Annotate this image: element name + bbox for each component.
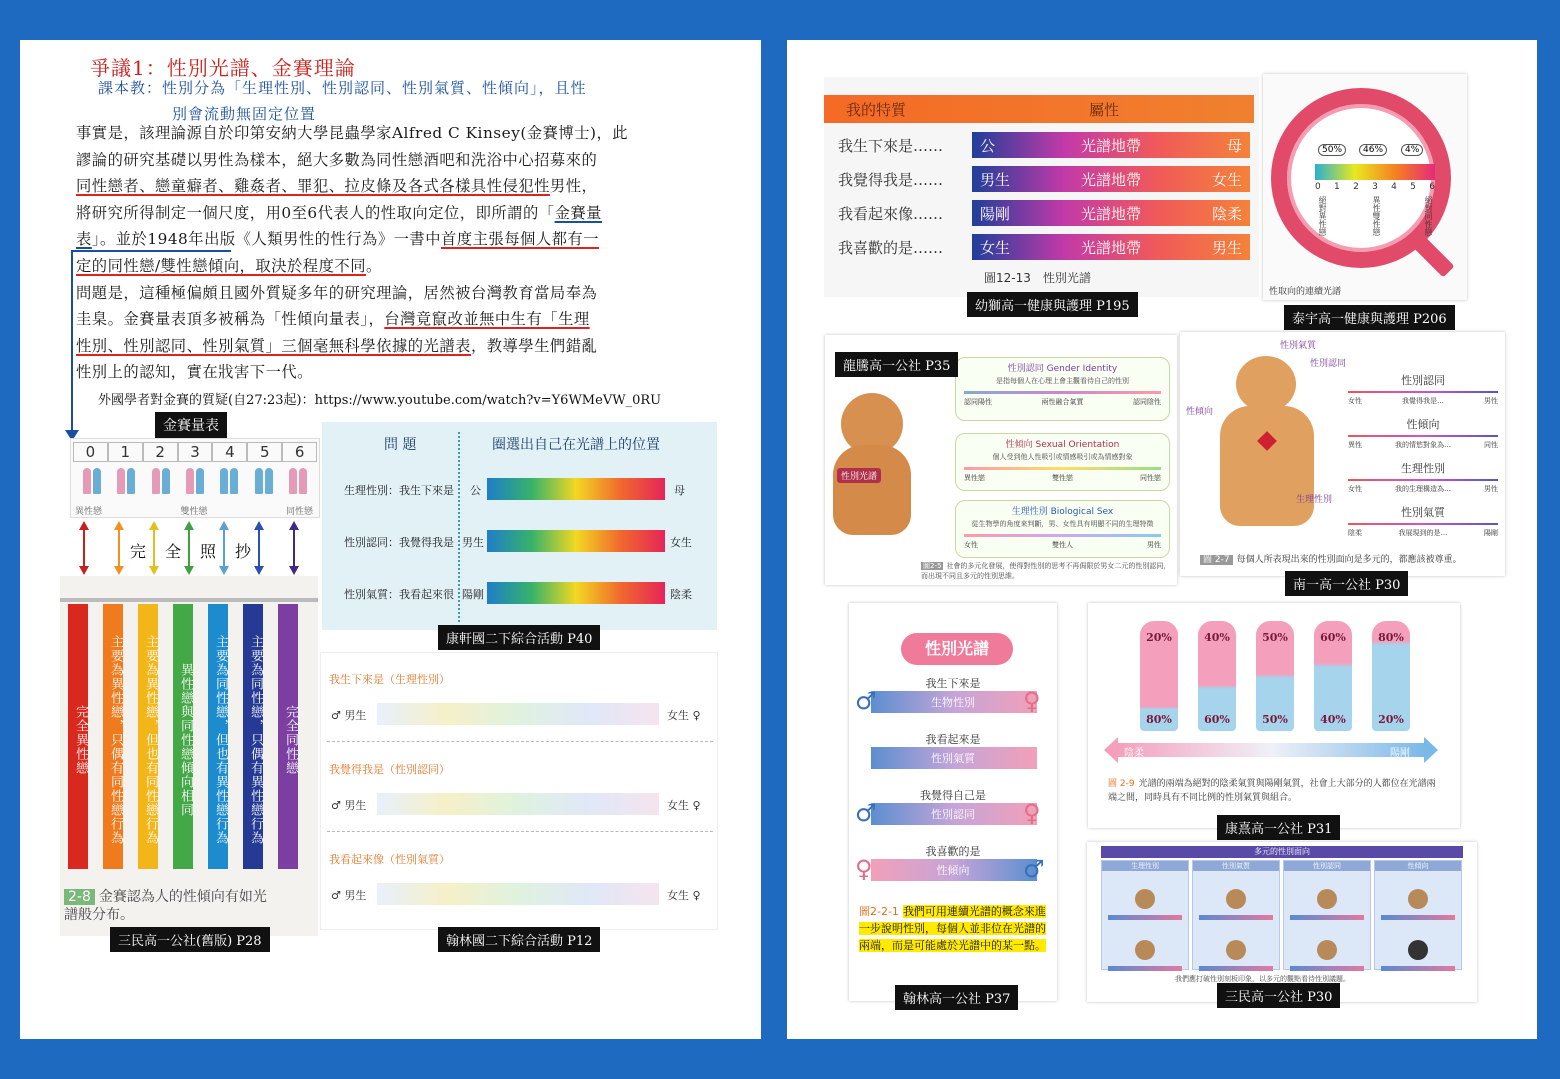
col-title: 性傾向 (1375, 861, 1461, 871)
text-line: 事實是，該理論源自於印第安納大學昆蟲學家Alfred C Kinsey(金賽博士)，此 (76, 124, 629, 142)
scale-number: 0 (1315, 182, 1321, 192)
kinsey-number: 3 (178, 442, 213, 462)
kinsey-number: 5 (247, 442, 282, 462)
ratio-bottom: 50% (1262, 713, 1288, 726)
scale-term: 男性 (1484, 397, 1498, 405)
gingerbread-head (1236, 356, 1296, 412)
spectrum-tag: 性傾向 (936, 864, 970, 877)
youshi-label: 幼獅高一健康與護理 P195 (967, 292, 1138, 317)
spectrum-right: 女生 (1211, 170, 1242, 189)
highlight-red: 性別、性別認同、性別氣質」三個毫無科學依據的光譜表 (76, 336, 471, 355)
scale-term: 同性戀 (1140, 474, 1161, 482)
orientation-block (955, 433, 1170, 491)
copy-char: 全 (163, 539, 183, 562)
male-icon: ♂ (1023, 855, 1045, 883)
highlight-red: 台灣竟竄改並無中生有「生理 (384, 310, 590, 329)
spectrum-bar[interactable] (487, 582, 665, 604)
mini-spectrum (1108, 966, 1182, 971)
caption-tag: 圖 2-7 (1200, 555, 1233, 565)
mini-spectrum (1290, 966, 1364, 971)
youshi-row (824, 131, 1254, 159)
kinsey-number: 4 (212, 442, 247, 462)
kangxi-caption (1108, 777, 1438, 805)
nanyi-scale (1348, 416, 1498, 450)
scale-number: 5 (1410, 182, 1416, 192)
female-icon: ♀ (855, 855, 873, 883)
pastel-bar[interactable] (377, 793, 659, 815)
text-line: 性別上的認知，實在戕害下一代。 (76, 363, 313, 382)
spectrum-right: 陰柔 (670, 588, 692, 601)
ratio-top: 20% (1146, 631, 1172, 644)
text-line (76, 306, 716, 333)
scale-title: 性傾向 (1406, 418, 1440, 431)
scale-number: 4 (1391, 182, 1397, 192)
scale-term: 女性 (1348, 397, 1362, 405)
arrow-right-icon (1424, 737, 1438, 763)
axis-label-left: 陰柔 (1124, 748, 1144, 759)
spectrum-left: 陽剛 (462, 588, 484, 601)
text-run: 」。並於1948年出版《人類男性的性行為》一書中 (91, 230, 442, 249)
hanlin-hs-caption (859, 903, 1051, 954)
left-page (20, 40, 761, 1039)
caption-text: 譜般分布。 (64, 907, 134, 923)
spectrum-left: ♂ 男生 (331, 889, 367, 902)
spectrum-bar (972, 132, 1250, 158)
scale-term: 絕對同性戀 (1424, 196, 1433, 236)
row-title: 我看起來是 (925, 733, 981, 746)
spectrum-mid: 光譜地帶 (1080, 170, 1141, 189)
question: 生理性別：我生下來是 (344, 484, 454, 497)
kinsey-scale-figure (70, 438, 320, 518)
male-icon: ♂ (855, 687, 877, 715)
copy-char: 完 (128, 539, 148, 562)
question: 我看起來像…… (838, 204, 944, 223)
spectrum-bar (972, 200, 1250, 226)
pastel-bar[interactable] (377, 703, 659, 725)
spectrum-bar: 完全同性戀 (278, 604, 298, 869)
row-title: 我覺得自己是 (920, 789, 986, 802)
scale-term: 男性 (1484, 485, 1498, 493)
spectrum-bar: 主要為異性戀，只偶有同性戀行為 (103, 604, 123, 869)
sanmin-col (1101, 860, 1189, 970)
biosex-block (955, 500, 1170, 558)
nanyi-scale (1348, 372, 1498, 406)
spectrum-mid: 光譜地帶 (1080, 238, 1141, 257)
spectrum-right: 女生 ♀ (667, 889, 701, 902)
nanyi-caption (1200, 552, 1462, 565)
row-title: 我生下來是 (925, 677, 981, 690)
figure-title: 性別光譜 (901, 633, 1013, 665)
question: 我喜歡的是…… (838, 238, 944, 257)
percent-badge: 4% (1401, 144, 1423, 156)
scale-term: 女性 (964, 541, 978, 549)
scale-term: 男性 (1147, 541, 1161, 549)
text-line (76, 226, 716, 253)
badge: 性別光譜 (837, 468, 881, 483)
scale-term: 陰柔 (1348, 529, 1362, 537)
mini-spectrum (1381, 915, 1455, 920)
text-line: 問題是，這種極偏頗且國外質疑多年的研究理論，居然被台灣教育當局奉為 (76, 283, 598, 302)
mini-spectrum (1199, 915, 1273, 920)
copy-char: 抄 (233, 539, 253, 562)
nanyi-scale (1348, 504, 1498, 538)
figure-caption: 性取向的連續光譜 (1269, 287, 1342, 297)
percent-badge: 46% (1359, 144, 1387, 156)
block-title: 性別認同 Gender Identity (1007, 364, 1118, 374)
scale-number: 6 (1429, 182, 1435, 192)
right-page (787, 40, 1537, 1039)
spectrum-bar (1315, 164, 1435, 180)
kangxuan-figure (322, 422, 717, 630)
scale-term: 認同陽性 (964, 398, 992, 406)
mini-spectrum (1199, 966, 1273, 971)
avatar (1226, 889, 1246, 909)
nanyi-scale (1348, 460, 1498, 494)
avatar (1317, 940, 1337, 960)
kinsey-number: 0 (73, 442, 108, 462)
scale-term: 異性 (1348, 441, 1362, 449)
kinsey-number-row (73, 442, 317, 462)
spectrum-arrow (964, 391, 1161, 394)
sanmin-old-caption (64, 888, 318, 924)
divider (327, 741, 713, 742)
scale-numbers (1315, 182, 1435, 192)
percent-badge: 50% (1318, 144, 1346, 156)
kinsey-scale-label: 金賽量表 (155, 412, 227, 438)
mini-spectrum (1290, 915, 1364, 920)
kinsey-number: 2 (143, 442, 178, 462)
caption-text: 光譜的兩端為絕對的陰柔氣質與陽剛氣質，社會上大部分的人都位在光譜兩端之間，同時具有不同比例的性別氣質與組合。 (1108, 779, 1436, 803)
avatar (1135, 889, 1155, 909)
scale-term: 雙性戀 (1052, 474, 1073, 482)
figure-title: 多元的性別面向 (1101, 846, 1463, 858)
hanlin-jr-label: 翰林國二下綜合活動 P12 (438, 927, 600, 952)
scale-term: 我覺得我是… (1402, 397, 1444, 405)
ratio-bottom: 60% (1204, 713, 1230, 726)
text-line (76, 253, 716, 280)
scale-title: 生理性別 (1401, 462, 1445, 475)
divider (327, 831, 713, 832)
highlight-blue: 表 (76, 230, 92, 249)
avatar (1317, 889, 1337, 909)
nanyi-label: 南一高一公社 P30 (1285, 571, 1408, 596)
sanmin-old-label: 三民高一公社(舊版) P28 (110, 927, 270, 952)
scale-title: 性別認同 (1401, 374, 1445, 387)
axis-label-right: 同性戀 (285, 507, 313, 517)
youshi-row (824, 199, 1254, 227)
scale-term: 異性雙性戀 (1372, 196, 1381, 236)
text-run: 男性， (549, 177, 598, 196)
hanlin-hs-figure (849, 603, 1057, 1001)
ratio-top: 50% (1262, 631, 1288, 644)
caption-tag: 圖2-2-1 (859, 905, 899, 918)
caption-text: 每個人所表現出來的性別面向是多元的，都應該被尊重。 (1236, 555, 1462, 565)
text-run: 圭臬。金賽量表頂多被稱為「性傾向量表」， (76, 310, 385, 329)
pastel-bar[interactable] (377, 883, 659, 905)
caption-text: 金賽認為人的性傾向有如光 (98, 889, 267, 905)
highlight-red: 首度主張每個人都有一 (441, 230, 600, 249)
spectrum-right: 女生 ♀ (667, 709, 701, 722)
spectrum-bar[interactable] (487, 530, 665, 552)
sanmin-new-figure (1087, 842, 1477, 1002)
mini-spectrum (1108, 915, 1182, 920)
scale-term: 認同陰性 (1133, 398, 1161, 406)
spectrum-right: 母 (674, 484, 685, 497)
male-icon: ♂ (855, 799, 877, 827)
highlight-red: 定的同性戀/雙性戀傾向，取決於程度不同 (76, 256, 366, 275)
block-title: 生理性別 Biological Sex (1011, 507, 1114, 517)
spectrum-right: 女生 ♀ (667, 799, 701, 812)
kangxuan-label: 康軒國二下綜合活動 P40 (438, 625, 600, 650)
divider (60, 598, 318, 602)
youshi-figure (824, 77, 1259, 297)
caption-text: 社會的多元化發展，使得對性別的思考不再侷限於男女二元的性別認同，而出現不同且多元的性別思維。 (921, 562, 1171, 580)
block-scale (964, 397, 1161, 407)
female-icon: ♀ (1023, 799, 1041, 827)
sanmin-col (1192, 860, 1280, 970)
block-title: 性傾向 Sexual Orientation (1005, 440, 1120, 450)
spectrum-right: 陰柔 (1211, 204, 1242, 223)
question: 我生下來是…… (838, 136, 944, 155)
ratio-bottom: 80% (1146, 713, 1172, 726)
magnifier-handle (1413, 236, 1454, 277)
spectrum-bar (972, 234, 1250, 260)
spectrum-tag: 性別認同 (931, 808, 975, 821)
caption-tag: 2-8 (64, 889, 95, 905)
sanmin-col (1374, 860, 1462, 970)
longteng-caption (921, 561, 1171, 581)
spectrum-tag: 生物性別 (931, 696, 975, 709)
text-run: 將研究所得制定一個尺度，用0至6代表人的性取向定位，即所謂的「 (76, 203, 555, 222)
axis-label-mid: 雙性戀 (180, 507, 208, 517)
scale-term: 異性戀 (964, 474, 985, 482)
avatar (1408, 940, 1428, 960)
text-line (76, 200, 716, 227)
caption-text: 我們可用連續光譜的概念來進一步說明性別，每個人並非位在光譜的兩端，而是可能處於光譜中的某一點。 (859, 905, 1046, 952)
ratio-top: 40% (1204, 631, 1230, 644)
scale-arrow (1348, 523, 1498, 525)
hanlin-hs-label: 翰林高一公社 P37 (895, 985, 1018, 1010)
spectrum-left: 陽剛 (980, 204, 1011, 223)
hanlin-jr-figure (320, 652, 718, 930)
spectrum-left: 女生 (980, 238, 1011, 257)
highlight-red: 同性戀者、戀童癖者、雞姦者、罪犯、拉皮條及各式各樣具性侵犯性 (76, 177, 550, 196)
spectrum-tag: 性別氣質 (931, 752, 975, 765)
page-title: 爭議1：性別光譜、金賽理論 (90, 56, 356, 80)
caption-tag: 圖2-5 (923, 562, 942, 570)
spectrum-bar: 主要為同性戀，但也有異性戀行為 (208, 604, 228, 869)
scale-number: 3 (1372, 182, 1378, 192)
ratio-top: 60% (1320, 631, 1346, 644)
highlight-blue: 金賽量 (554, 203, 602, 222)
column-header: 屬性 (1089, 101, 1120, 119)
spectrum-bar (972, 166, 1250, 192)
column-header: 我的特質 (846, 101, 907, 119)
connector-line (71, 250, 231, 252)
section-title: 我看起來像（性別氣質） (329, 853, 450, 866)
scale-term: 絕對異性戀 (1318, 196, 1327, 236)
taiyu-label: 泰宇高一健康與護理 P206 (1284, 305, 1455, 330)
section-title: 我覺得我是（性別認同） (329, 763, 450, 776)
text-line (76, 173, 716, 200)
scale-term: 陽剛 (1484, 529, 1498, 537)
scale-row (1348, 528, 1498, 538)
axis-arrow (1116, 743, 1426, 757)
scale-row (1348, 484, 1498, 494)
row-title: 我喜歡的是 (925, 845, 981, 858)
avatar (1226, 940, 1246, 960)
figure-tag: 生理性別 (1296, 495, 1333, 505)
youtube-link[interactable]: 外國學者對金賽的質疑(自27:23起)：https://www.youtube.com/watch?v=Y6WMeVW_0RU (98, 393, 662, 408)
connector-line (71, 250, 73, 435)
spectrum-right: 男生 (1211, 238, 1242, 257)
spectrum-left: ♂ 男生 (331, 709, 367, 722)
scale-number: 1 (1334, 182, 1340, 192)
spectrum-mid: 光譜地帶 (1080, 204, 1141, 223)
spectrum-right: 女生 (670, 536, 692, 549)
scale-row (1348, 440, 1498, 450)
taiyu-figure (1263, 74, 1467, 300)
spectrum-left: 男生 (980, 170, 1011, 189)
avatar (1408, 889, 1428, 909)
col-title: 性別氣質 (1193, 861, 1279, 871)
copy-char: 照 (198, 539, 218, 562)
kinsey-people-row (75, 468, 315, 496)
sanmin-col (1283, 860, 1371, 970)
scale-row (1348, 396, 1498, 406)
subtitle-line-2: 別會流動無固定位置 (172, 105, 317, 123)
spectrum-arrow (964, 534, 1161, 537)
gingerbread-body (1220, 406, 1314, 526)
kinsey-axis-labels (75, 504, 313, 517)
axis-label-right: 陽剛 (1390, 748, 1410, 759)
scale-term: 我的情慾對象為… (1395, 441, 1451, 449)
kangxi-figure (1088, 603, 1460, 828)
ratio-bottom: 20% (1378, 713, 1404, 726)
nanyi-figure (1180, 332, 1505, 576)
block-desc: 個人受到他人性吸引或情感吸引或為情感對象 (992, 453, 1133, 461)
scale-term: 我的生理構造為… (1395, 485, 1451, 493)
spectrum-bar: 異性戀與同性戀傾向相同 (173, 604, 193, 869)
scale-term: 女性 (1348, 485, 1362, 493)
youshi-row (824, 233, 1254, 261)
gingerbread-body (833, 445, 911, 535)
figure-caption: 我們應打破性別刻板印象，以多元的觀點看待性別議題。 (1175, 975, 1350, 983)
scale-arrow (1348, 435, 1498, 437)
longteng-label: 龍騰高一公社 P35 (835, 352, 958, 377)
spectrum-bar: 完全異性戀 (68, 604, 88, 869)
figure-caption: 圖12-13 性別光譜 (984, 271, 1091, 285)
column-header: 問 題 (384, 437, 417, 453)
spectrum-right: 母 (1226, 136, 1242, 155)
spectrum-left: ♂ 男生 (331, 799, 367, 812)
spectrum-left: 男生 (462, 536, 484, 549)
block-desc: 從生物學的角度來判斷，男、女性具有明顯不同的生理特徵 (971, 520, 1154, 528)
identity-block (955, 357, 1170, 421)
question: 我覺得我是…… (838, 170, 944, 189)
sanmin-new-label: 三民高一公社 P30 (1217, 983, 1340, 1008)
spectrum-bar: 主要為同性戀，只偶有異性戀行為 (243, 604, 263, 869)
paragraph-fact (76, 120, 716, 386)
col-title: 生理性別 (1102, 861, 1188, 871)
ratio-top: 80% (1378, 631, 1404, 644)
ratio-bottom: 40% (1320, 713, 1346, 726)
scale-title: 性別氣質 (1401, 506, 1445, 519)
text-run: 。 (366, 256, 382, 275)
subtitle-line-1: 課本教：性別分為「生理性別、性別認同、性別氣質、性傾向」，且性 (98, 79, 587, 97)
kinsey-number: 1 (108, 442, 143, 462)
section-title: 我生下來是（生理性別） (329, 673, 450, 686)
question: 性別認同：我覺得我是 (344, 536, 454, 549)
youshi-row (824, 165, 1254, 193)
figure-tag: 性別認同 (1310, 359, 1347, 369)
spectrum-mid: 光譜地帶 (1080, 136, 1141, 155)
text-line: 謬論的研究基礎以男性為樣本，絕大多數為同性戀酒吧和洗浴中心招募來的 (76, 150, 598, 169)
divider (458, 432, 460, 622)
block-desc: 是指每個人在心理上會主觀看待自己的性別 (996, 377, 1129, 385)
scale-term: 兩性融合氣質 (1041, 398, 1084, 406)
axis-label-left: 異性戀 (75, 507, 103, 517)
kangxi-label: 康熹高一公社 P31 (1217, 815, 1340, 840)
scale-number: 2 (1353, 182, 1359, 192)
figure-tag: 性傾向 (1186, 407, 1214, 417)
kinsey-number: 6 (282, 442, 317, 462)
block-scale (964, 473, 1161, 483)
spectrum-bar: 主要為異性戀，但也有同性戀行為 (138, 604, 158, 869)
spectrum-arrow (964, 467, 1161, 470)
avatar (1135, 940, 1155, 960)
figure-tag: 性別氣質 (1280, 341, 1317, 351)
scale-term: 我展現到的是… (1398, 529, 1448, 537)
mini-spectrum (1381, 966, 1455, 971)
text-line (76, 333, 716, 360)
scale-term: 雙性人 (1052, 541, 1073, 549)
col-title: 性別認同 (1284, 861, 1370, 871)
caption-tag: 圖 2-9 (1108, 779, 1135, 789)
spectrum-left: 公 (980, 136, 996, 155)
female-icon: ♀ (1023, 687, 1041, 715)
spectrum-bar[interactable] (487, 478, 665, 500)
text-run: ，教導學生們錯亂 (470, 336, 598, 355)
scale-term: 同性 (1484, 441, 1498, 449)
question: 性別氣質：我看起來很 (344, 588, 454, 601)
scale-arrow (1348, 479, 1498, 481)
scale-arrow (1348, 391, 1498, 393)
column-header: 圈選出自己在光譜上的位置 (492, 437, 660, 453)
spectrum-left: 公 (470, 484, 481, 497)
copy-arrows (68, 518, 318, 578)
block-scale (964, 540, 1161, 550)
arrow-left-icon (1104, 737, 1118, 763)
sanmin-old-figure (60, 576, 318, 936)
